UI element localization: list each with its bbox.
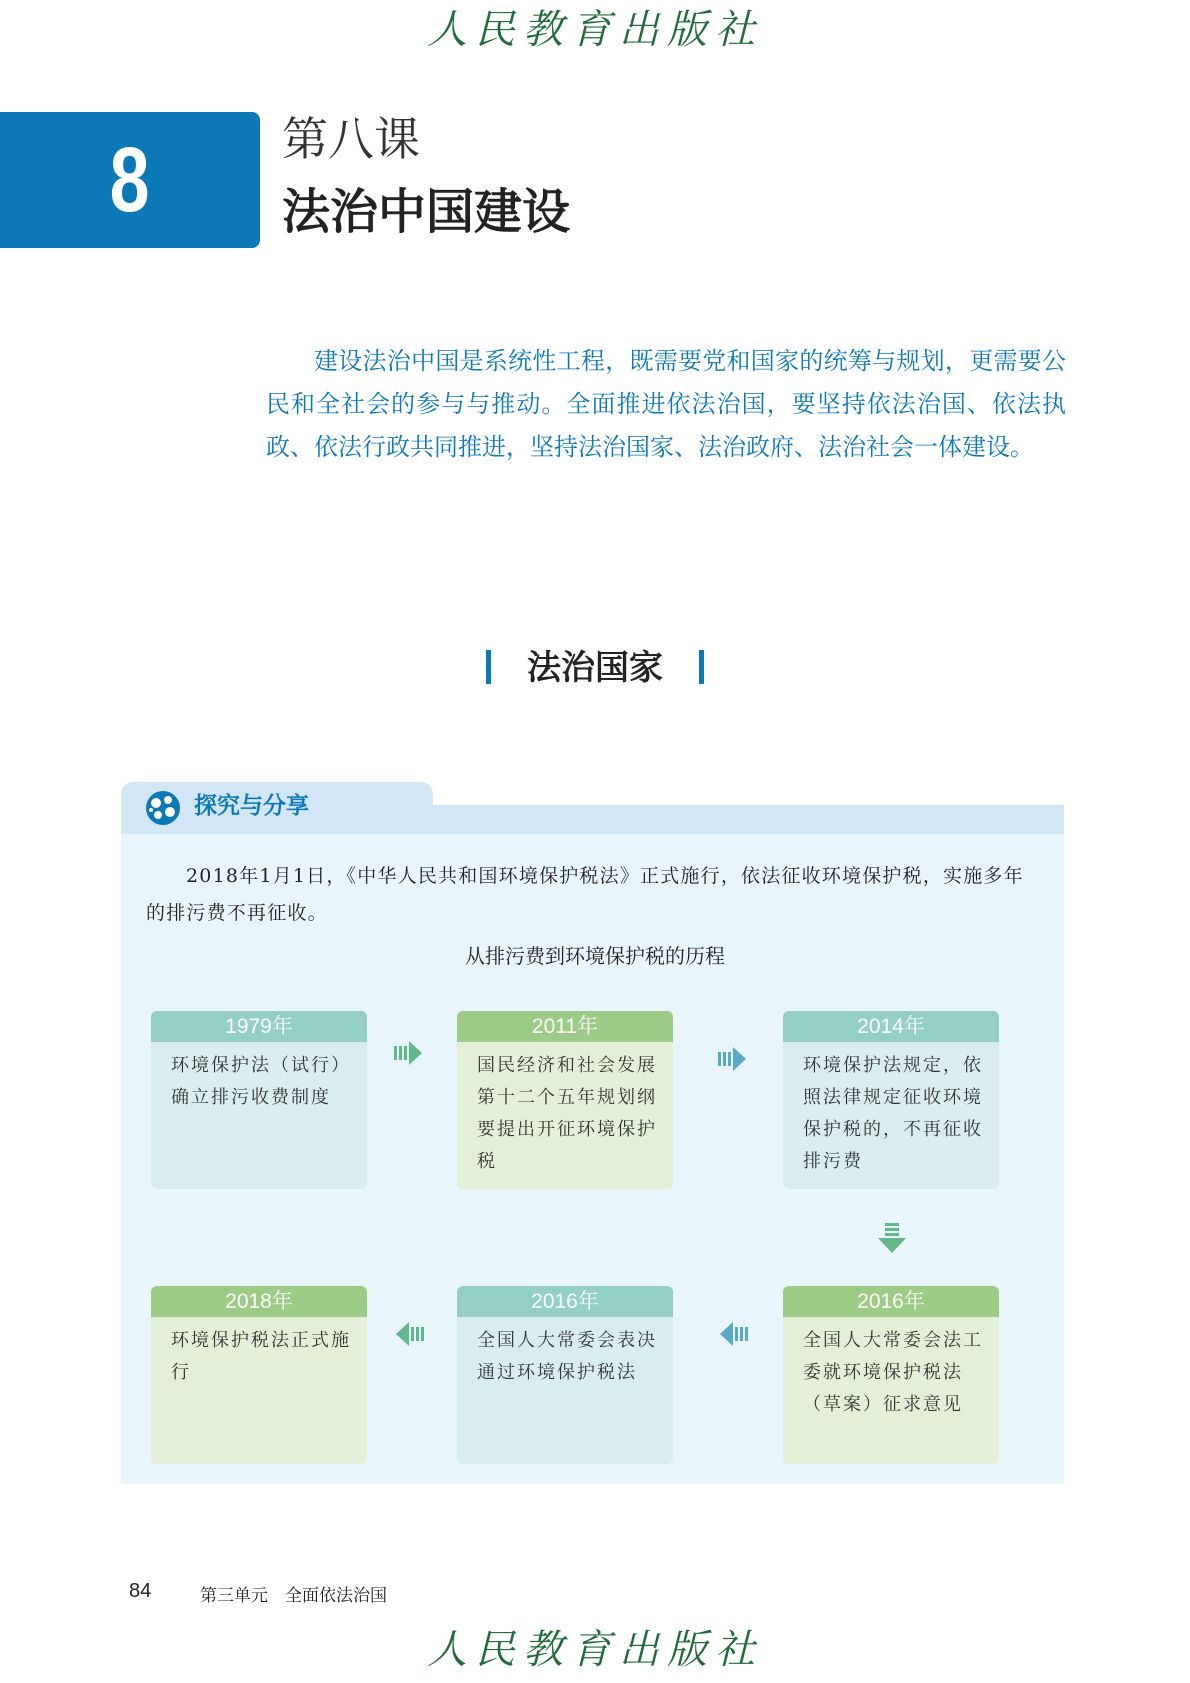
timeline-card-1979 [151,1011,367,1189]
lesson-intro: 建设法治中国是系统性工程，既需要党和国家的统筹与规划，更需要公民和全社会的参与与推动。全面推进依法治国，要坚持依法治国、依法执政、依法行政共同推进，坚持法治国家、法治政府、法治社会一体建设。 [266,347,1066,461]
section-heading [0,650,1190,687]
arrow-right-icon [718,1046,748,1072]
timeline-text: 环境保护法（试行）确立排污收费制度 [171,1055,351,1108]
lesson-label: 第八课 [282,112,420,166]
heading-bar-right [699,650,704,684]
timeline-card-2014 [783,1011,999,1189]
publisher-logo-top: 人民教育出版社 [427,7,763,53]
timeline-year: 1979年 [151,1011,367,1042]
timeline-year: 2018年 [151,1286,367,1317]
arrow-left-icon [718,1321,748,1347]
heading-bar-left [486,650,491,684]
timeline-card-2018 [151,1286,367,1464]
lesson-title: 法治中国建设 [282,184,571,240]
timeline-text: 环境保护税法正式施行 [171,1330,351,1383]
timeline-title: 从排污费到环境保护税的历程 [465,944,725,968]
timeline-year: 2011年 [457,1011,673,1042]
publisher-logo-bottom: 人民教育出版社 [427,1627,763,1673]
arrow-left-icon [394,1321,424,1347]
timeline-text: 全国人大常委会表决通过环境保护税法 [477,1330,657,1383]
unit-title: 第三单元 全面依法治国 [200,1586,387,1606]
arrow-down-icon [877,1223,907,1255]
discussion-icon [143,788,183,828]
timeline-year: 2014年 [783,1011,999,1042]
timeline-card-2016-passed [457,1286,673,1464]
arrow-right-icon [394,1040,424,1066]
timeline-card-2011 [457,1011,673,1189]
timeline-year: 2016年 [457,1286,673,1317]
timeline-year: 2016年 [783,1286,999,1317]
activity-paragraph: 2018年1月1日，《中华人民共和国环境保护税法》正式施行，依法征收环境保护税，实施多年的排污费不再征收。 [146,865,1024,924]
timeline-text: 全国人大常委会法工委就环境保护税法（草案）征求意见 [803,1330,983,1415]
activity-title: 探究与分享 [194,793,309,819]
timeline-text: 环境保护法规定，依照法律规定征收环境保护税的，不再征收排污费 [803,1055,983,1172]
section-title: 法治国家 [527,648,663,688]
lesson-number-badge [0,112,260,248]
page-number: 84 [129,1580,152,1602]
timeline-text: 国民经济和社会发展第十二个五年规划纲要提出开征环境保护税 [477,1055,657,1172]
timeline-card-2016-draft [783,1286,999,1464]
lesson-number: 8 [110,129,150,231]
